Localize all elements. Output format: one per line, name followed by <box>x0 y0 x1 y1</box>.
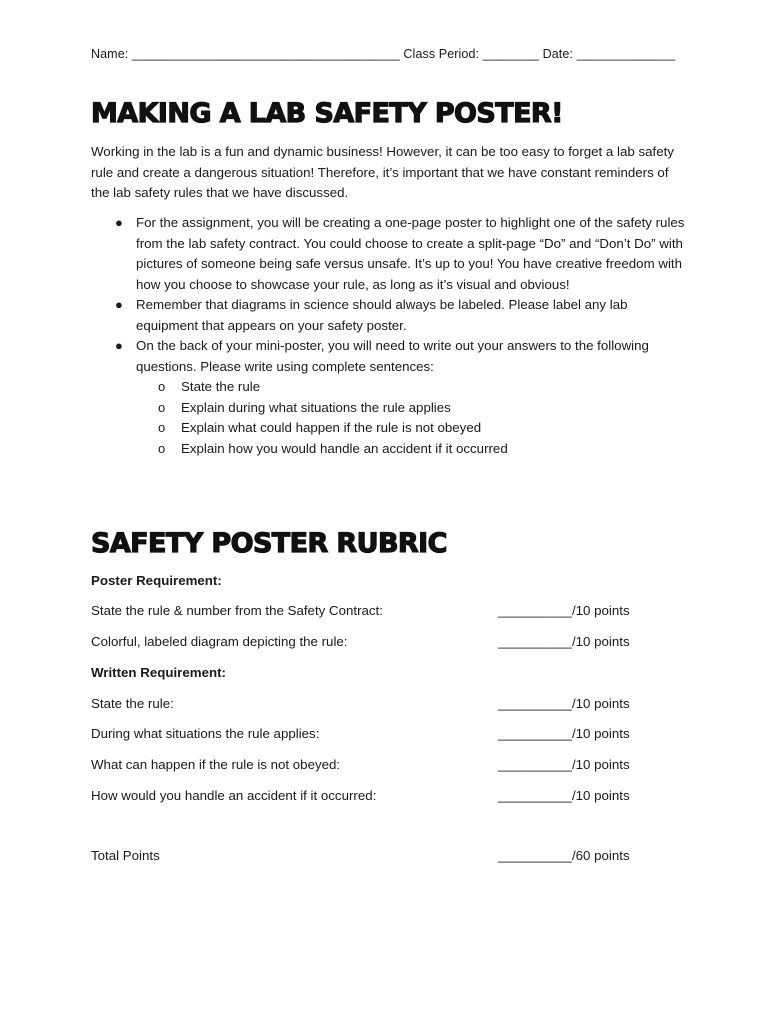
circle-bullet-icon: o <box>158 399 166 415</box>
rubric-points: __________/10 points <box>498 603 630 618</box>
questions-sublist <box>136 377 691 459</box>
list-item <box>91 213 691 295</box>
rubric-criterion: State the rule & number from the Safety Contract: <box>91 603 383 618</box>
rubric-criterion: State the rule: <box>91 696 174 711</box>
rubric-criterion: What can happen if the rule is not obeyed: <box>91 757 341 772</box>
written-requirement-heading: Written Requirement: <box>91 665 226 680</box>
sub-bullet-text: Explain what could happen if the rule is not obeyed <box>181 420 482 435</box>
bullet-text: On the back of your mini-poster, you will need to write out your answers to the following questions. Please write using complete sentences: <box>136 338 649 374</box>
rubric-points: __________/10 points <box>498 757 630 772</box>
rubric-points: __________/10 points <box>498 726 630 741</box>
circle-bullet-icon: o <box>158 440 166 456</box>
rubric-points: __________/10 points <box>498 788 630 803</box>
list-item <box>136 439 691 460</box>
poster-requirement-heading: Poster Requirement: <box>91 573 222 588</box>
bullet-text: Remember that diagrams in science should always be labeled. Please label any lab equipment that appears on your safety poster. <box>136 297 628 333</box>
list-item <box>91 336 691 459</box>
bullet-icon: ● <box>115 338 123 353</box>
rubric-criterion: During what situations the rule applies: <box>91 726 320 741</box>
circle-bullet-icon: o <box>158 379 166 394</box>
list-item <box>136 418 691 439</box>
list-item <box>91 295 691 336</box>
bullet-text: For the assignment, you will be creating a one-page poster to highlight one of the safety rules from the lab safety contract. You could choose to create a split-page “Do” and “Don’t Do” with pictures of someone being safe versus unsafe. It’s up to you! You have creative freedom with how you choose to showcase your rule, as long as it’s visual and obvious! <box>136 215 685 292</box>
assignment-title: MAKING A LAB SAFETY POSTER! <box>91 98 563 129</box>
student-info-line: Name: ______________________________________ Class Period: ________ Date: ______________ <box>91 47 676 61</box>
rubric-title: SAFETY POSTER RUBRIC <box>91 528 447 559</box>
rubric-criterion: How would you handle an accident if it occurred: <box>91 788 377 803</box>
rubric-points: __________/10 points <box>498 696 630 711</box>
intro-paragraph: Working in the lab is a fun and dynamic business! However, it can be too easy to forget a lab safety rule and create a dangerous situation! Therefore, it’s important that we have constant reminders of the lab safety rules that we have discussed. <box>91 144 674 200</box>
rubric-criterion: Colorful, labeled diagram depicting the rule: <box>91 634 348 649</box>
bullet-icon: ● <box>115 297 123 312</box>
sub-bullet-text: State the rule <box>181 379 261 394</box>
list-item <box>136 398 691 419</box>
list-item <box>136 377 691 398</box>
total-label: Total Points <box>91 848 160 863</box>
total-points: __________/60 points <box>498 848 630 863</box>
instructions-list <box>91 213 691 459</box>
bullet-icon: ● <box>115 215 123 230</box>
rubric-points: __________/10 points <box>498 634 630 649</box>
sub-bullet-text: Explain how you would handle an accident if it occurred <box>181 440 508 456</box>
sub-bullet-text: Explain during what situations the rule applies <box>181 399 451 415</box>
circle-bullet-icon: o <box>158 420 166 435</box>
